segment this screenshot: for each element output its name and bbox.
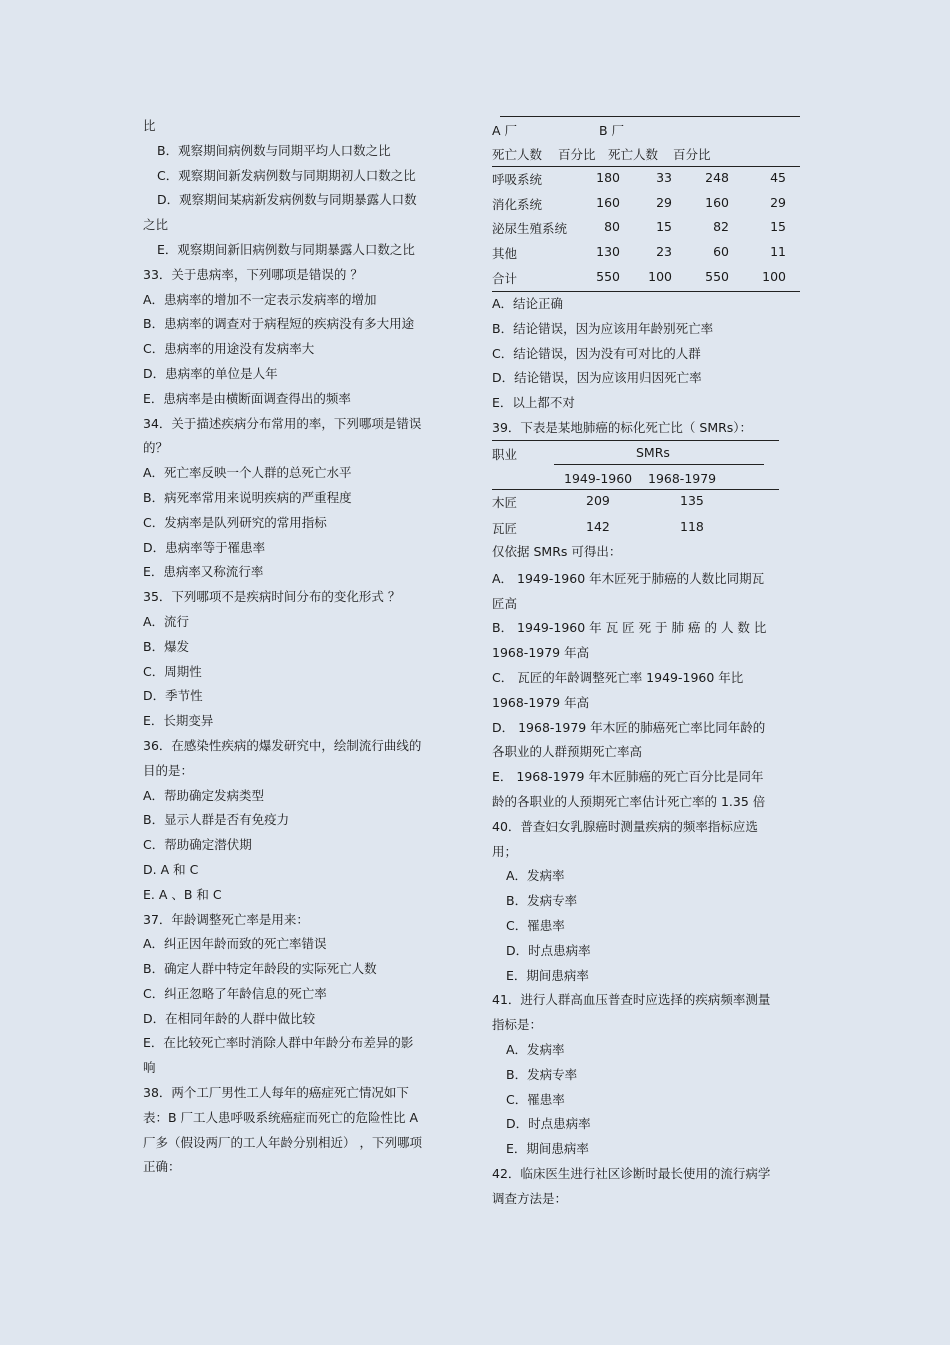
table-cell: 82 xyxy=(713,219,729,234)
table-rule xyxy=(492,489,779,490)
text-line: B．显示人群是否有免疫力 xyxy=(143,812,290,828)
text-line: E．期间患病率 xyxy=(506,967,589,983)
header-deaths-a: 死亡人数 xyxy=(492,147,543,162)
text-line: 之比 xyxy=(143,217,169,233)
table-cell: 248 xyxy=(705,170,729,185)
table-cell: 142 xyxy=(586,519,610,534)
table-cell: 其他 xyxy=(492,246,518,261)
text-line: C． 瓦匠的年龄调整死亡率 1949-1960 年比 xyxy=(492,669,744,685)
text-line: E．观察期间新旧病例数与同期暴露人口数之比 xyxy=(157,241,415,257)
question-38: 38．两个工厂男性工人每年的癌症死亡情况如下 xyxy=(143,1085,409,1101)
table-cell: 合计 xyxy=(492,271,518,286)
header-factory-b: B 厂 xyxy=(599,123,625,138)
question-37: 37．年龄调整死亡率是用来： xyxy=(143,911,309,927)
table-cell: 15 xyxy=(656,219,672,234)
question-36: 36．在感染性疾病的爆发研究中，绘制流行曲线的 xyxy=(143,737,422,753)
text-line: D．患病率的单位是人年 xyxy=(143,365,278,381)
text-line: D．时点患病率 xyxy=(506,942,591,958)
table-cell: 100 xyxy=(762,269,786,284)
text-line: 目的是： xyxy=(143,762,194,778)
table-cell: 15 xyxy=(770,219,786,234)
question-34: 34．关于描述疾病分布常用的率，下列哪项是错误 xyxy=(143,415,422,431)
text-line: D．患病率等于罹患率 xyxy=(143,539,266,555)
text-line: D．在相同年龄的人群中做比较 xyxy=(143,1010,316,1026)
text-line: C．患病率的用途没有发病率大 xyxy=(143,341,315,357)
table-38 xyxy=(492,116,802,296)
text-line: A．发病率 xyxy=(506,1041,565,1057)
table-rule xyxy=(500,116,800,117)
table-cell: 11 xyxy=(770,244,786,259)
question-42: 42．临床医生进行社区诊断时最长使用的流行病学 xyxy=(492,1165,771,1181)
text-line: 厂多（假设两厂的工人年龄分别相近） ，下列哪项 xyxy=(143,1134,422,1150)
text-line: C．周期性 xyxy=(143,663,202,679)
text-line: B．爆发 xyxy=(143,638,190,654)
text-line: E. A 、B 和 C xyxy=(143,886,222,902)
header-occupation: 职业 xyxy=(492,447,518,462)
text-line: A．纠正因年龄而致的死亡率错误 xyxy=(143,936,327,952)
text-line: D．结论错误，因为应该用归因死亡率 xyxy=(492,370,702,386)
header-year-1: 1949-1960 xyxy=(564,471,633,486)
text-line: C．罹患率 xyxy=(506,917,565,933)
table-cell: 118 xyxy=(680,519,704,534)
text-line: B．结论错误，因为应该用年龄别死亡率 xyxy=(492,320,714,336)
text-line: 仅依据 SMRs 可得出： xyxy=(492,544,622,559)
text-line: C．帮助确定潜伏期 xyxy=(143,837,252,853)
text-line: E．患病率又称流行率 xyxy=(143,564,264,580)
text-line: E．长期变异 xyxy=(143,713,214,729)
text-line: C．纠正忽略了年龄信息的死亡率 xyxy=(143,985,327,1001)
table-rule xyxy=(554,464,764,465)
text-line: D． 1968-1979 年木匠的肺癌死亡率比同年龄的 xyxy=(492,719,766,735)
text-line: A．帮助确定发病类型 xyxy=(143,787,265,803)
table-cell: 180 xyxy=(596,170,620,185)
table-cell: 550 xyxy=(596,269,620,284)
question-40: 40．普查妇女乳腺癌时测量疾病的频率指标应选 xyxy=(492,818,758,834)
header-percent-a: 百分比 xyxy=(558,147,596,162)
text-line: 正确： xyxy=(143,1159,181,1175)
text-line: C．结论错误，因为没有可对比的人群 xyxy=(492,345,701,361)
text-line: D．时点患病率 xyxy=(506,1116,591,1132)
question-35: 35．下列哪项不是疾病时间分布的变化形式 ？ xyxy=(143,589,401,605)
table-cell: 160 xyxy=(705,195,729,210)
table-39 xyxy=(492,440,792,540)
text-line: B．确定人群中特定年龄段的实际死亡人数 xyxy=(143,961,377,977)
left-column xyxy=(143,114,455,1180)
text-line: B．病死率常用来说明疾病的严重程度 xyxy=(143,489,352,505)
text-line: 龄的各职业的人预期死亡率估计死亡率的 1.35 倍 xyxy=(492,793,766,809)
text-line: B．观察期间病例数与同期平均人口数之比 xyxy=(157,142,391,158)
table-cell: 瓦匠 xyxy=(492,521,518,536)
text-line: B． 1949-1960 年 瓦 匠 死 于 肺 癌 的 人 数 比 xyxy=(492,620,767,636)
right-column-bottom xyxy=(492,540,808,1212)
table-rule xyxy=(492,166,800,167)
table-cell: 木匠 xyxy=(492,495,518,510)
text-line: 1968-1979 年高 xyxy=(492,645,590,661)
text-line: D. A 和 C xyxy=(143,861,199,877)
header-year-2: 1968-1979 xyxy=(648,471,717,486)
text-line: 用； xyxy=(492,843,518,859)
text-line: 表：B 厂工人患呼吸系统癌症而死亡的危险性比 A xyxy=(143,1109,419,1125)
table-cell: 29 xyxy=(770,195,786,210)
text-line: A．流行 xyxy=(143,613,190,629)
table-rule xyxy=(492,440,779,441)
text-line: E．患病率是由横断面调查得出的频率 xyxy=(143,390,351,406)
header-factory-a: A 厂 xyxy=(492,123,518,138)
text-line: B．发病专率 xyxy=(506,893,578,909)
text-line: A．结论正确 xyxy=(492,296,564,311)
table-cell: 60 xyxy=(713,244,729,259)
question-41: 41．进行人群高血压普查时应选择的疾病频率测量 xyxy=(492,992,771,1008)
text-line: 响 xyxy=(143,1060,156,1076)
text-line: E．期间患病率 xyxy=(506,1141,589,1157)
question-33: 33．关于患病率，下列哪项是错误的 ？ xyxy=(143,266,363,282)
text-line: C．罹患率 xyxy=(506,1091,565,1107)
text-line: 指标是： xyxy=(492,1017,543,1033)
table-cell: 209 xyxy=(586,493,610,508)
table-cell: 消化系统 xyxy=(492,197,543,212)
table-cell: 160 xyxy=(596,195,620,210)
text-line: C．发病率是队列研究的常用指标 xyxy=(143,514,327,530)
text-line: 的？ xyxy=(143,440,169,456)
text-line: A．患病率的增加不一定表示发病率的增加 xyxy=(143,291,377,307)
text-line: 调查方法是： xyxy=(492,1190,568,1206)
table-cell: 45 xyxy=(770,170,786,185)
text-line: A． 1949-1960 年木匠死于肺癌的人数比同期瓦 xyxy=(492,570,765,586)
text-line: B．患病率的调查对于病程短的疾病没有多大用途 xyxy=(143,316,415,332)
table-cell: 呼吸系统 xyxy=(492,172,543,187)
table-cell: 550 xyxy=(705,269,729,284)
text-line: D．季节性 xyxy=(143,688,203,704)
text-line: E．以上都不对 xyxy=(492,395,575,411)
table-cell: 130 xyxy=(596,244,620,259)
header-smrs: SMRs xyxy=(636,445,670,460)
table-cell: 135 xyxy=(680,493,704,508)
text-line: E．在比较死亡率时消除人群中年龄分布差异的影 xyxy=(143,1035,414,1051)
text-line: A．发病率 xyxy=(506,868,565,884)
header-percent-b: 百分比 xyxy=(673,147,711,162)
table-cell: 29 xyxy=(656,195,672,210)
text-line: D．观察期间某病新发病例数与同期暴露人口数 xyxy=(157,192,417,208)
text-line: 匠高 xyxy=(492,595,518,611)
table-cell: 100 xyxy=(648,269,672,284)
text-line: 1968-1979 年高 xyxy=(492,694,590,710)
text-line: C．观察期间新发病例数与同期期初人口数之比 xyxy=(157,167,416,183)
text-line: B．发病专率 xyxy=(506,1066,578,1082)
text-line: E． 1968-1979 年木匠肺癌的死亡百分比是同年 xyxy=(492,769,764,785)
right-column-top xyxy=(492,292,808,441)
text-line: 比 xyxy=(143,118,156,133)
question-39: 39．下表是某地肺癌的标化死亡比（ SMRs）： xyxy=(492,419,753,435)
text-line: A．死亡率反映一个人群的总死亡水平 xyxy=(143,465,352,481)
table-cell: 23 xyxy=(656,244,672,259)
table-cell: 泌尿生殖系统 xyxy=(492,221,568,236)
text-line: 各职业的人群预期死亡率高 xyxy=(492,744,643,760)
header-deaths-b: 死亡人数 xyxy=(608,147,659,162)
table-cell: 33 xyxy=(656,170,672,185)
table-cell: 80 xyxy=(604,219,620,234)
